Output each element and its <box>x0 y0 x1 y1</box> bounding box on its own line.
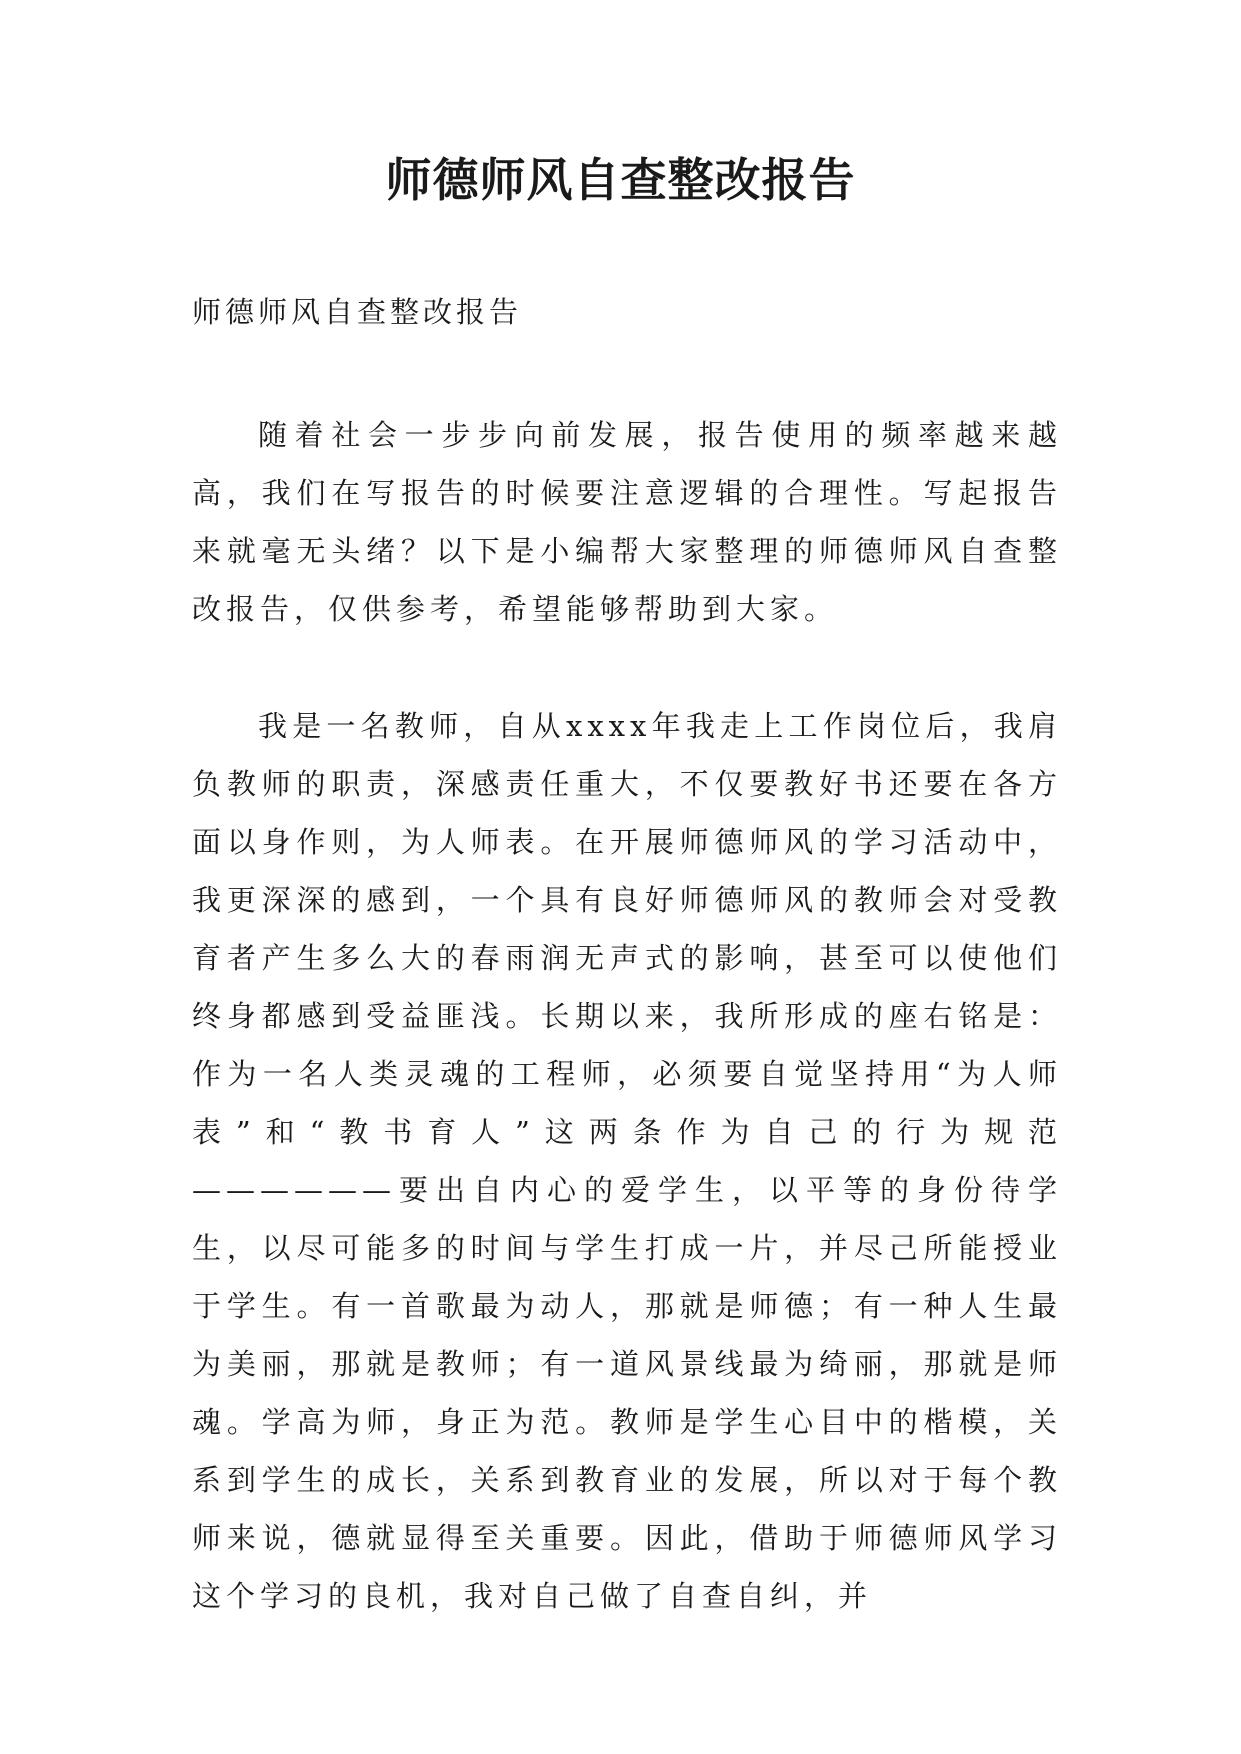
document-title: 师德师风自查整改报告 <box>385 153 856 207</box>
intro-paragraph: 随着社会一步步向前发展，报告使用的频率越来越高，我们在写报告的时候要注意逻辑的合理性。写起报告来就毫无头绪？以下是小编帮大家整理的师德师风自查整改报告，仅供参考，希望能够帮助到大家。 <box>192 418 1062 626</box>
body-paragraph: 我是一名教师，自从xxxx年我走上工作岗位后，我肩负教师的职责，深感责任重大，不仅要教好书还要在各方面以身作则，为人师表。在开展师德师风的学习活动中，我更深深的感到，一个具有良好师德师风的教师会对受教育者产生多么大的春雨润无声式的影响，甚至可以使他们终身都感到受益匪浅。长期以来，我所形成的座右铭是：作为一名人类灵魂的工程师，必须要自觉坚持用“为人师表”和“教书育人”这两条作为自己的行为规范——————要出自内心的爱学生，以平等的身份待学生，以尽可能多的时间与学生打成一片，并尽己所能授业于学生。有一首歌最为动人，那就是师德；有一种人生最为美丽，那就是教师；有一道风景线最为绮丽，那就是师魂。学高为师，身正为范。教师是学生心目中的楷模，关系到学生的成长，关系到教育业的发展，所以对于每个教师来说，德就显得至关重要。因此，借助于师德师风学习这个学习的良机，我对自己做了自查自纠，并 <box>192 709 1062 1613</box>
document-subtitle: 师德师风自查整改报告 <box>192 295 523 329</box>
